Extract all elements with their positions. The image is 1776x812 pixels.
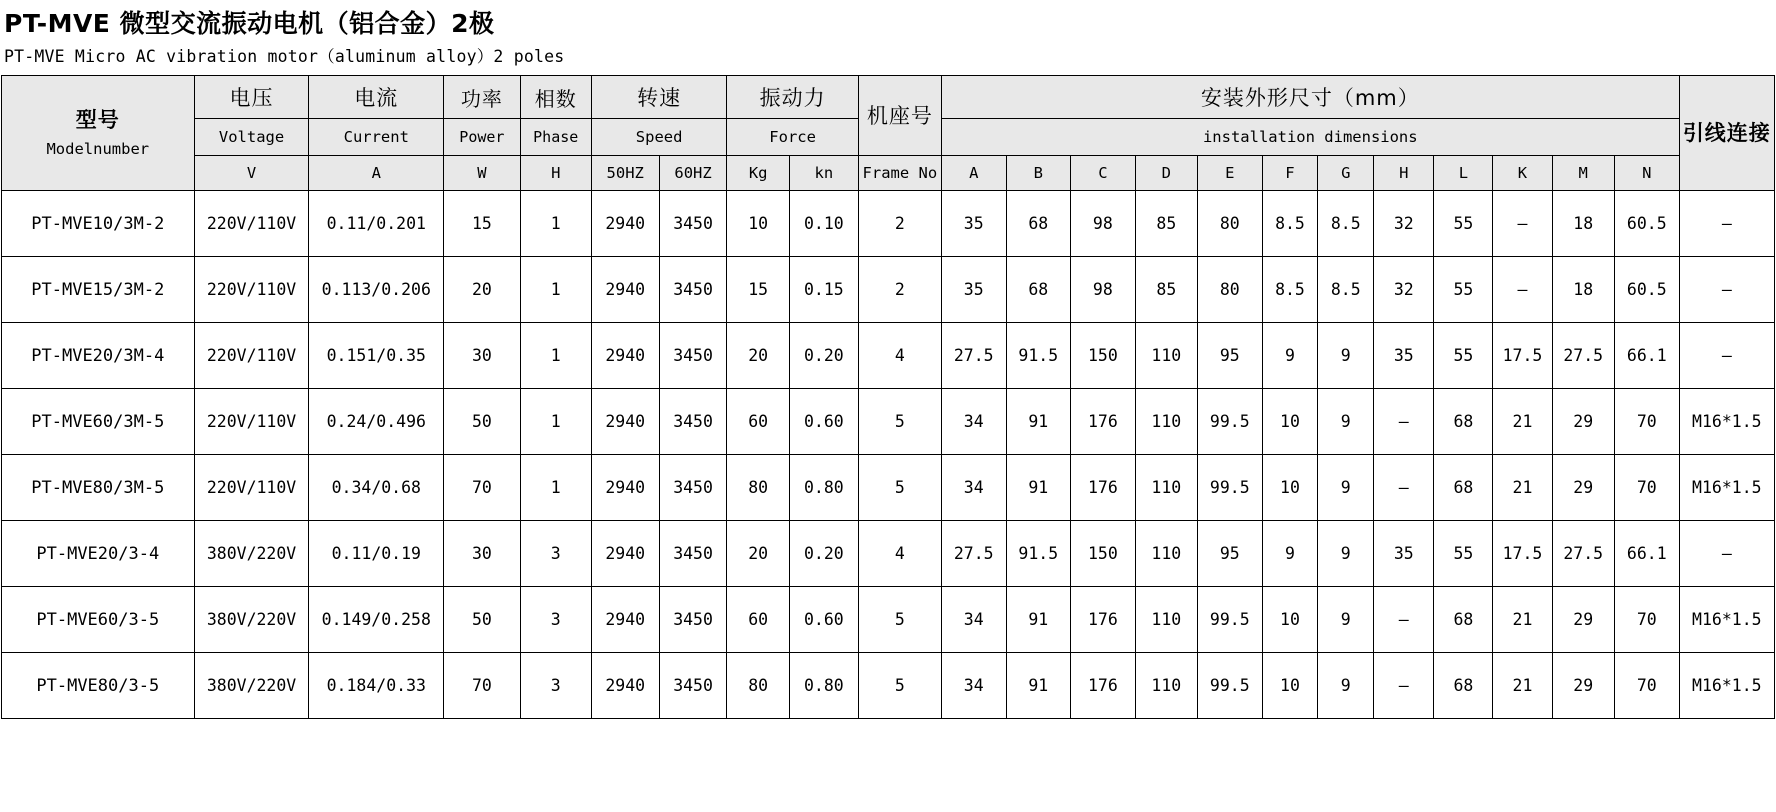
cell-dim-c: 98 (1071, 191, 1136, 257)
cell-lead: – (1679, 323, 1774, 389)
cell-frame: 2 (858, 191, 941, 257)
cell-dim-k: 17.5 (1493, 323, 1552, 389)
cell-dim-e: 95 (1198, 521, 1263, 587)
cell-dim-a: 35 (941, 191, 1006, 257)
header-dim-m: M (1552, 156, 1614, 191)
header-dim-b: B (1006, 156, 1071, 191)
header-dim-e: E (1198, 156, 1263, 191)
cell-current: 0.11/0.201 (309, 191, 444, 257)
cell-dim-e: 80 (1198, 257, 1263, 323)
table-row (2, 653, 1775, 719)
cell-dim-c: 176 (1071, 389, 1136, 455)
cell-dim-c: 176 (1071, 587, 1136, 653)
header-voltage-unit: V (194, 156, 309, 191)
cell-dim-a: 27.5 (941, 323, 1006, 389)
cell-dim-b: 91 (1006, 389, 1071, 455)
cell-speed-50hz: 2940 (591, 257, 659, 323)
cell-dim-e: 99.5 (1198, 389, 1263, 455)
header-frame-en: Frame No (858, 156, 941, 191)
header-voltage-zh: 电压 (194, 76, 309, 119)
cell-dim-f: 10 (1262, 389, 1318, 455)
header-model-zh: 型号 (75, 107, 120, 132)
cell-speed-60hz: 3450 (659, 323, 727, 389)
cell-power: 70 (444, 653, 521, 719)
header-speed-en: Speed (591, 119, 727, 156)
cell-dim-h: – (1374, 587, 1434, 653)
header-voltage-en: Voltage (194, 119, 309, 156)
header-lead-connection (1679, 76, 1774, 191)
cell-dim-l: 55 (1434, 521, 1493, 587)
cell-current: 0.151/0.35 (309, 323, 444, 389)
cell-dim-m: 29 (1552, 653, 1614, 719)
table-row (2, 191, 1775, 257)
cell-dim-d: 110 (1135, 389, 1197, 455)
cell-model: PT-MVE20/3-4 (2, 521, 195, 587)
cell-lead: – (1679, 521, 1774, 587)
cell-speed-50hz: 2940 (591, 653, 659, 719)
cell-dim-h: – (1374, 653, 1434, 719)
cell-frame: 5 (858, 653, 941, 719)
cell-power: 70 (444, 455, 521, 521)
cell-current: 0.149/0.258 (309, 587, 444, 653)
cell-model: PT-MVE10/3M-2 (2, 191, 195, 257)
cell-model: PT-MVE20/3M-4 (2, 323, 195, 389)
header-current-en: Current (309, 119, 444, 156)
cell-power: 50 (444, 587, 521, 653)
cell-dim-f: 8.5 (1262, 257, 1318, 323)
cell-dim-k: 17.5 (1493, 521, 1552, 587)
cell-speed-60hz: 3450 (659, 455, 727, 521)
table-head (2, 76, 1775, 191)
cell-model: PT-MVE60/3-5 (2, 587, 195, 653)
cell-voltage: 380V/220V (194, 653, 309, 719)
cell-dim-n: 70 (1614, 653, 1679, 719)
cell-voltage: 380V/220V (194, 587, 309, 653)
cell-dim-d: 110 (1135, 587, 1197, 653)
header-power-zh: 功率 (444, 76, 521, 119)
cell-model: PT-MVE15/3M-2 (2, 257, 195, 323)
cell-dim-d: 110 (1135, 521, 1197, 587)
cell-phase: 1 (520, 257, 591, 323)
cell-dim-n: 70 (1614, 587, 1679, 653)
header-model-en: Modelnumber (46, 140, 150, 159)
cell-force-kg: 80 (727, 653, 789, 719)
cell-dim-n: 66.1 (1614, 323, 1679, 389)
cell-speed-60hz: 3450 (659, 257, 727, 323)
cell-dim-c: 150 (1071, 521, 1136, 587)
cell-phase: 3 (520, 653, 591, 719)
cell-dim-l: 55 (1434, 323, 1493, 389)
cell-dim-c: 176 (1071, 455, 1136, 521)
cell-lead: – (1679, 257, 1774, 323)
cell-dim-b: 91 (1006, 455, 1071, 521)
cell-speed-50hz: 2940 (591, 323, 659, 389)
cell-speed-50hz: 2940 (591, 389, 659, 455)
cell-current: 0.24/0.496 (309, 389, 444, 455)
page-title-zh: PT-MVE 微型交流振动电机（铝合金）2极 (4, 9, 495, 38)
header-dim-g: G (1318, 156, 1374, 191)
cell-speed-50hz: 2940 (591, 455, 659, 521)
cell-dim-h: – (1374, 389, 1434, 455)
cell-model: PT-MVE80/3-5 (2, 653, 195, 719)
cell-dim-d: 110 (1135, 653, 1197, 719)
cell-voltage: 220V/110V (194, 257, 309, 323)
cell-force-kn: 0.10 (789, 191, 858, 257)
cell-dim-c: 150 (1071, 323, 1136, 389)
cell-dim-h: 35 (1374, 323, 1434, 389)
header-force-en: Force (727, 119, 858, 156)
cell-force-kg: 60 (727, 389, 789, 455)
header-speed-zh: 转速 (591, 76, 727, 119)
cell-lead: M16*1.5 (1679, 587, 1774, 653)
cell-dim-g: 8.5 (1318, 257, 1374, 323)
cell-dim-m: 18 (1552, 191, 1614, 257)
cell-frame: 5 (858, 587, 941, 653)
cell-dim-d: 110 (1135, 455, 1197, 521)
header-force-kg: Kg (727, 156, 789, 191)
cell-force-kg: 80 (727, 455, 789, 521)
header-frame-zh (858, 76, 941, 156)
cell-force-kg: 10 (727, 191, 789, 257)
cell-dim-l: 68 (1434, 455, 1493, 521)
cell-voltage: 220V/110V (194, 191, 309, 257)
cell-dim-h: 35 (1374, 521, 1434, 587)
page-title-en: PT-MVE Micro AC vibration motor（aluminum alloy）2 poles (4, 47, 565, 67)
cell-dim-l: 55 (1434, 191, 1493, 257)
cell-phase: 3 (520, 587, 591, 653)
cell-dim-n: 60.5 (1614, 257, 1679, 323)
cell-dim-f: 10 (1262, 455, 1318, 521)
cell-force-kg: 60 (727, 587, 789, 653)
header-dim-l: L (1434, 156, 1493, 191)
cell-lead: M16*1.5 (1679, 389, 1774, 455)
table-row (2, 323, 1775, 389)
cell-speed-60hz: 3450 (659, 653, 727, 719)
cell-dim-m: 27.5 (1552, 323, 1614, 389)
table-row (2, 521, 1775, 587)
cell-force-kg: 20 (727, 521, 789, 587)
cell-dim-a: 35 (941, 257, 1006, 323)
cell-dim-a: 34 (941, 587, 1006, 653)
cell-lead: M16*1.5 (1679, 455, 1774, 521)
header-phase-zh: 相数 (520, 76, 591, 119)
header-force-zh: 振动力 (727, 76, 858, 119)
cell-dim-e: 99.5 (1198, 587, 1263, 653)
cell-dim-h: 32 (1374, 257, 1434, 323)
cell-dim-b: 91 (1006, 587, 1071, 653)
specifications-table (1, 75, 1775, 719)
cell-power: 50 (444, 389, 521, 455)
cell-dim-g: 9 (1318, 389, 1374, 455)
header-speed-60hz: 60HZ (659, 156, 727, 191)
table-body (2, 191, 1775, 719)
header-dimensions-zh: 安装外形尺寸（mm） (941, 76, 1679, 119)
cell-dim-a: 34 (941, 653, 1006, 719)
cell-dim-m: 29 (1552, 455, 1614, 521)
header-dim-n: N (1614, 156, 1679, 191)
cell-dim-k: 21 (1493, 587, 1552, 653)
cell-frame: 4 (858, 521, 941, 587)
cell-dim-m: 27.5 (1552, 521, 1614, 587)
cell-dim-a: 34 (941, 455, 1006, 521)
cell-dim-m: 29 (1552, 389, 1614, 455)
cell-phase: 1 (520, 323, 591, 389)
cell-lead: – (1679, 191, 1774, 257)
cell-power: 30 (444, 521, 521, 587)
cell-dim-e: 99.5 (1198, 653, 1263, 719)
header-power-en: Power (444, 119, 521, 156)
cell-power: 15 (444, 191, 521, 257)
header-dimensions-en: installation dimensions (941, 119, 1679, 156)
cell-frame: 5 (858, 389, 941, 455)
cell-phase: 1 (520, 455, 591, 521)
cell-current: 0.113/0.206 (309, 257, 444, 323)
cell-dim-f: 10 (1262, 587, 1318, 653)
table-row (2, 455, 1775, 521)
cell-speed-60hz: 3450 (659, 389, 727, 455)
cell-dim-f: 9 (1262, 323, 1318, 389)
cell-voltage: 220V/110V (194, 323, 309, 389)
cell-voltage: 380V/220V (194, 521, 309, 587)
cell-dim-n: 70 (1614, 455, 1679, 521)
cell-dim-h: – (1374, 455, 1434, 521)
table-row (2, 257, 1775, 323)
cell-dim-b: 68 (1006, 191, 1071, 257)
cell-dim-e: 95 (1198, 323, 1263, 389)
header-dim-k: K (1493, 156, 1552, 191)
cell-phase: 1 (520, 191, 591, 257)
cell-force-kg: 15 (727, 257, 789, 323)
cell-dim-l: 68 (1434, 587, 1493, 653)
cell-frame: 2 (858, 257, 941, 323)
cell-phase: 3 (520, 521, 591, 587)
header-dim-a: A (941, 156, 1006, 191)
cell-dim-l: 68 (1434, 389, 1493, 455)
cell-dim-g: 9 (1318, 323, 1374, 389)
cell-dim-m: 18 (1552, 257, 1614, 323)
cell-speed-60hz: 3450 (659, 191, 727, 257)
cell-dim-k: 21 (1493, 653, 1552, 719)
cell-dim-d: 85 (1135, 191, 1197, 257)
cell-force-kg: 20 (727, 323, 789, 389)
cell-frame: 5 (858, 455, 941, 521)
table-row (2, 587, 1775, 653)
cell-dim-n: 66.1 (1614, 521, 1679, 587)
header-power-unit: W (444, 156, 521, 191)
cell-dim-b: 91 (1006, 653, 1071, 719)
cell-dim-b: 68 (1006, 257, 1071, 323)
cell-dim-a: 27.5 (941, 521, 1006, 587)
header-current-zh: 电流 (309, 76, 444, 119)
cell-force-kn: 0.80 (789, 455, 858, 521)
cell-dim-e: 80 (1198, 191, 1263, 257)
cell-phase: 1 (520, 389, 591, 455)
header-dim-f: F (1262, 156, 1318, 191)
cell-force-kn: 0.60 (789, 587, 858, 653)
cell-dim-d: 110 (1135, 323, 1197, 389)
header-dim-h: H (1374, 156, 1434, 191)
cell-dim-g: 8.5 (1318, 191, 1374, 257)
cell-voltage: 220V/110V (194, 389, 309, 455)
cell-dim-a: 34 (941, 389, 1006, 455)
cell-force-kn: 0.15 (789, 257, 858, 323)
cell-dim-n: 60.5 (1614, 191, 1679, 257)
cell-speed-50hz: 2940 (591, 191, 659, 257)
header-speed-50hz: 50HZ (591, 156, 659, 191)
cell-dim-l: 68 (1434, 653, 1493, 719)
cell-current: 0.184/0.33 (309, 653, 444, 719)
cell-dim-k: – (1493, 191, 1552, 257)
header-dim-d: D (1135, 156, 1197, 191)
cell-dim-f: 10 (1262, 653, 1318, 719)
cell-model: PT-MVE60/3M-5 (2, 389, 195, 455)
header-force-kn: kn (789, 156, 858, 191)
header-phase-unit: H (520, 156, 591, 191)
cell-force-kn: 0.80 (789, 653, 858, 719)
cell-power: 20 (444, 257, 521, 323)
cell-dim-b: 91.5 (1006, 323, 1071, 389)
table-row (2, 389, 1775, 455)
cell-force-kn: 0.20 (789, 323, 858, 389)
cell-dim-h: 32 (1374, 191, 1434, 257)
cell-speed-60hz: 3450 (659, 521, 727, 587)
header-lead-zh: 引线连接 (1682, 121, 1771, 146)
cell-dim-k: – (1493, 257, 1552, 323)
header-model (2, 76, 195, 191)
cell-dim-m: 29 (1552, 587, 1614, 653)
cell-current: 0.34/0.68 (309, 455, 444, 521)
cell-dim-l: 55 (1434, 257, 1493, 323)
cell-speed-50hz: 2940 (591, 521, 659, 587)
cell-dim-c: 176 (1071, 653, 1136, 719)
header-frame-zh-text: 机座号 (866, 103, 933, 128)
cell-dim-g: 9 (1318, 521, 1374, 587)
cell-power: 30 (444, 323, 521, 389)
cell-dim-e: 99.5 (1198, 455, 1263, 521)
cell-dim-d: 85 (1135, 257, 1197, 323)
cell-dim-n: 70 (1614, 389, 1679, 455)
cell-dim-f: 8.5 (1262, 191, 1318, 257)
cell-force-kn: 0.20 (789, 521, 858, 587)
header-dim-c: C (1071, 156, 1136, 191)
cell-dim-c: 98 (1071, 257, 1136, 323)
cell-model: PT-MVE80/3M-5 (2, 455, 195, 521)
cell-dim-b: 91.5 (1006, 521, 1071, 587)
header-phase-en: Phase (520, 119, 591, 156)
cell-dim-k: 21 (1493, 455, 1552, 521)
cell-dim-f: 9 (1262, 521, 1318, 587)
cell-current: 0.11/0.19 (309, 521, 444, 587)
header-current-unit: A (309, 156, 444, 191)
cell-dim-g: 9 (1318, 587, 1374, 653)
cell-speed-50hz: 2940 (591, 587, 659, 653)
cell-dim-g: 9 (1318, 653, 1374, 719)
cell-frame: 4 (858, 323, 941, 389)
cell-dim-g: 9 (1318, 455, 1374, 521)
cell-force-kn: 0.60 (789, 389, 858, 455)
cell-dim-k: 21 (1493, 389, 1552, 455)
cell-speed-60hz: 3450 (659, 587, 727, 653)
cell-voltage: 220V/110V (194, 455, 309, 521)
cell-lead: M16*1.5 (1679, 653, 1774, 719)
